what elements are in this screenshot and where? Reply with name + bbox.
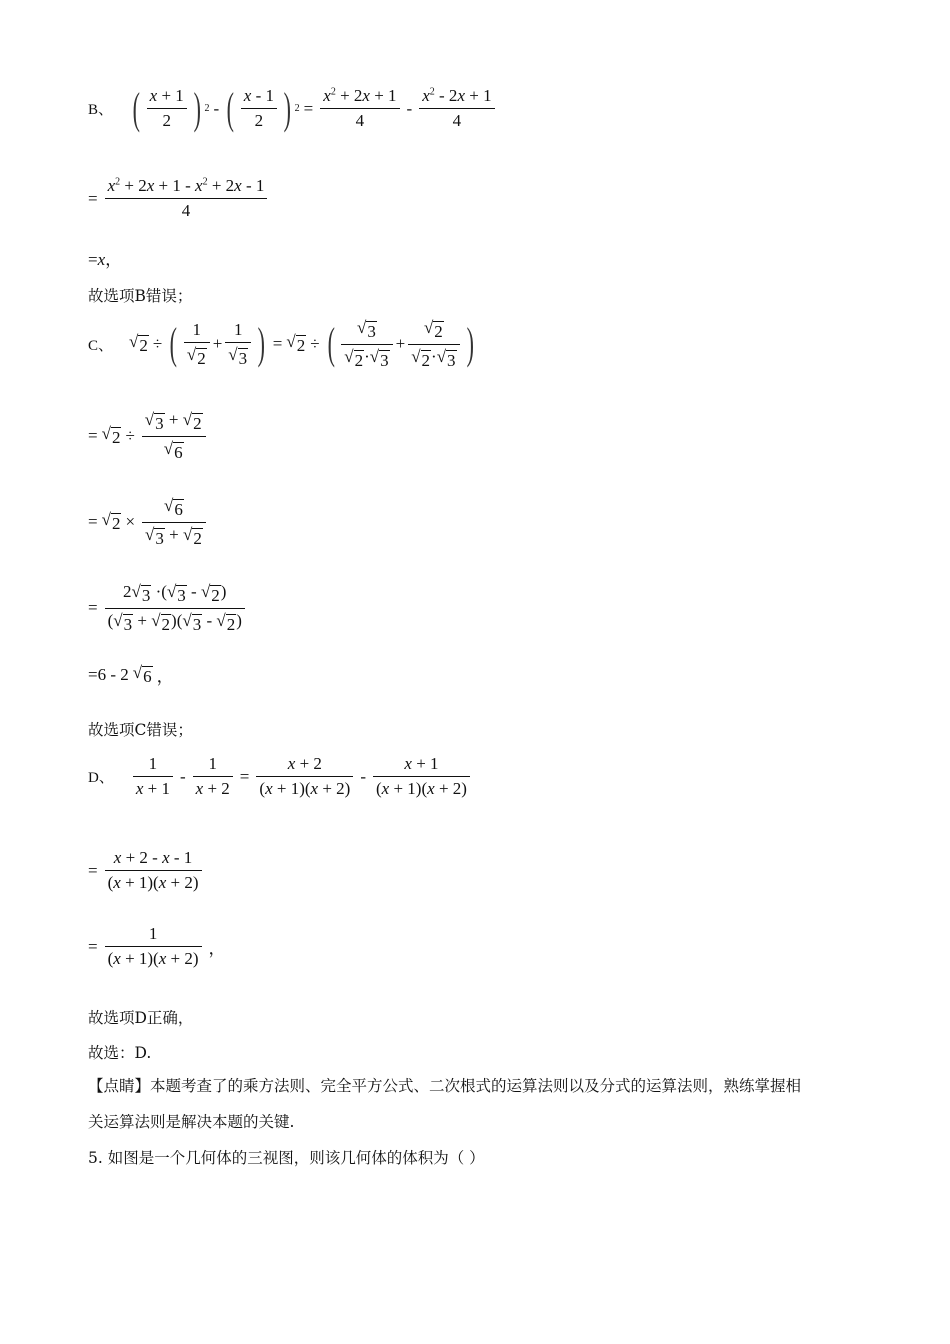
option-c-line-1: C、 √ 2 ÷ ( 1 √ 2 + 1 √ 3 ) = √ 2 ÷ ( √ 3 √ 2 · √ 3 + √ 2 √ 2 · √ 3 ) <box>88 318 474 370</box>
paren-group: ( $\frac{x + 1}{2}$ ) 2 <box>132 83 210 133</box>
option-b-label: B、 <box>88 102 114 118</box>
option-c-line-3: = √ 2 × √ 6 √ 3 + √ 2 <box>88 496 209 548</box>
option-c-line-4: = 2 √ 3 ·( √ 3 - √ 2 ) ( √ 3 + √ 2 )( √ 3 - √ 2 ) <box>88 582 248 634</box>
option-d-line-1: D、 $\frac{1}{x + 1}$ - $\frac{1}{x + 2}$ = $\frac{x + 2}{(x + 1)(x + 2)}$ - $\frac{x + 1}{(x + 1)(x + 2)}$ <box>88 754 473 799</box>
option-b-line-2: = $\frac{x^2 + 2x + 1 - x^2 + 2x - 1}{4}$ <box>88 176 270 221</box>
option-c-label: C、 <box>88 337 114 354</box>
option-b-line-3: =x， <box>88 250 123 269</box>
option-b-line-1: B、 ( $\frac{x + 1}{2}$ ) 2 - ( $\frac{x - 1}{2}$ ) 2 = $\frac{x^2 + 2x + 1}{4}$ - $\frac{x^2 - 2x + 1}{4}$ <box>88 86 498 131</box>
question-5: 5. 如图是一个几何体的三视图，则该几何体的体积为（ ） <box>88 1149 485 1167</box>
option-c-line-2: = √ 2 ÷ √ 3 + √ 2 √ 6 <box>88 410 209 462</box>
option-b-conclusion: 故选项B错误； <box>88 287 193 305</box>
option-d-line-2: = $\frac{x + 2 - x - 1}{(x + 1)(x + 2)}$ <box>88 848 205 893</box>
comment-line-2: 关运算法则是解决本题的关键. <box>88 1113 295 1131</box>
option-d-line-3: = $\frac{1}{(x + 1)(x + 2)}$ ， <box>88 924 226 968</box>
option-c-conclusion: 故选项C错误； <box>88 721 193 739</box>
paren-group: ( $\frac{x - 1}{2}$ ) 2 <box>226 83 300 133</box>
option-d-conclusion: 故选项D正确， <box>88 1009 194 1027</box>
option-d-label: D、 <box>88 770 114 786</box>
answer-line: 故选：D. <box>88 1044 152 1062</box>
comment-line-1: 【点睛】本题考查了的乘方法则、完全平方公式、二次根式的运算法则以及分式的运算法则，熟练掌握相 <box>88 1077 802 1095</box>
option-c-line-5: =6 - 2 √ 6 ， <box>88 662 174 686</box>
